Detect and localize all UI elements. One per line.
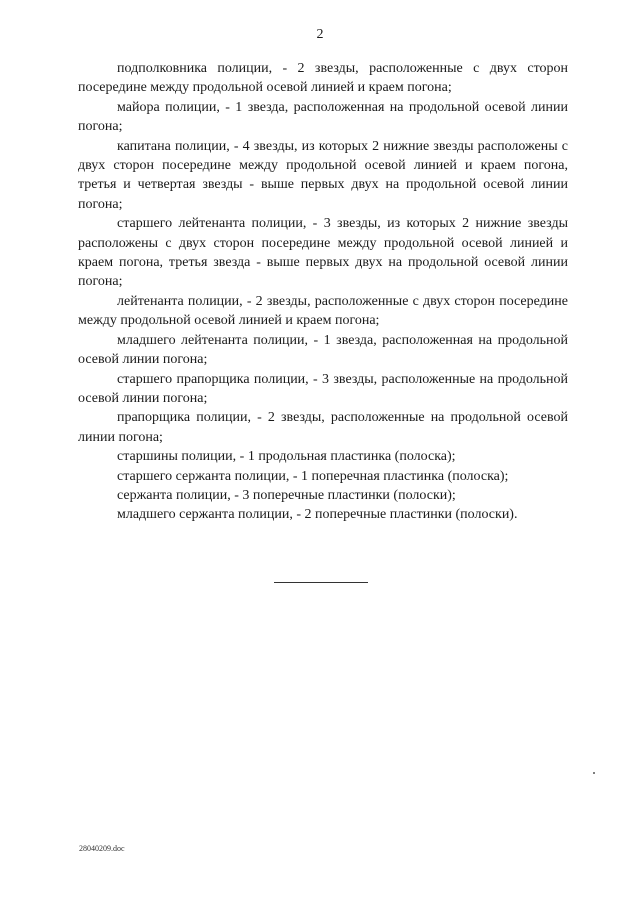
end-rule (274, 582, 368, 583)
paragraph: капитана полиции, - 4 звезды, из которых 2 нижние звезды расположены с двух сторон посередине между продольной осевой линией и краем погона, третья и четвертая звезды - выше первых двух на продольной осевой линии погона; (78, 138, 568, 212)
paragraph: младшего лейтенанта полиции, - 1 звезда, расположенная на продольной осевой линии погона; (78, 332, 568, 368)
footer-file-code: 28040209.doc (79, 844, 125, 853)
paragraph: младшего сержанта полиции, - 2 поперечные пластинки (полоски). (117, 507, 518, 523)
paragraph: старшего лейтенанта полиции, - 3 звезды, из которых 2 нижние звезды расположены с двух сторон посередине между продольной осевой линией и краем погона, третья звезда - выше первых двух на продольной осевой линии погона; (78, 216, 568, 290)
paragraph: сержанта полиции, - 3 поперечные пластинки (полоски); (117, 487, 456, 503)
paragraph: майора полиции, - 1 звезда, расположенная на продольной осевой линии погона; (78, 99, 568, 135)
paragraph: подполковника полиции, - 2 звезды, расположенные с двух сторон посередине между продольной осевой линией и краем погона; (78, 61, 568, 96)
paragraph: старшего сержанта полиции, - 1 поперечная пластинка (полоска); (117, 468, 509, 484)
document-body (78, 59, 568, 525)
speck-mark (593, 772, 595, 774)
page-number: 2 (316, 27, 324, 42)
paragraph: старшего прапорщика полиции, - 3 звезды, расположенные на продольной осевой линии погона; (78, 371, 568, 406)
paragraph: прапорщика полиции, - 2 звезды, расположенные на продольной осевой линии погона; (78, 410, 568, 445)
paragraph: лейтенанта полиции, - 2 звезды, расположенные с двух сторон посередине между продольной осевой линией и краем погона; (78, 293, 568, 329)
paragraph: старшины полиции, - 1 продольная пластинка (полоска); (117, 449, 456, 465)
